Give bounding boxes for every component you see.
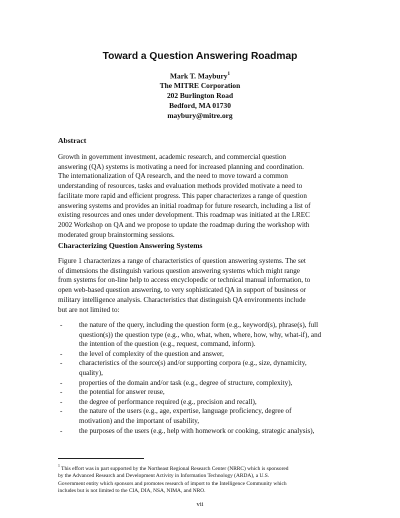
section-line: from systems for on-line help to access encyclopedic or technical manual information, to [58, 276, 311, 285]
list-item [58, 321, 348, 350]
author-street: 202 Burlington Road [166, 91, 234, 101]
abstract-line: moderated group brainstorming sessions. [58, 230, 175, 239]
list-item [58, 407, 348, 426]
list-item-line: motivation) and the important of usability, [79, 416, 200, 425]
paper-title: Toward a Question Answering Roadmap [102, 51, 298, 62]
list-item-line: the nature of the query, including the question form (e.g., keyword(s), phrase(s), full [79, 321, 319, 329]
list-dash: - [60, 378, 63, 387]
list-item [58, 427, 348, 437]
section-line: of dimensions the distinguish various question answering systems which might range [58, 266, 300, 275]
abstract-line: 2002 Workshop on QA and we propose to update the roadmap during the workshop with [58, 220, 310, 229]
abstract-line: facilitate more rapid and efficient progress. This paper characterizes a range of question [58, 191, 307, 200]
footnote-line: Government entity which sponsors and promotes research of import to the Intelligence Community which [58, 480, 287, 487]
author-footnote-mark: 1 [227, 72, 230, 77]
list-item [58, 379, 348, 389]
author-name: Mark T. Maybury [170, 71, 228, 81]
abstract-line: Growth in government investment, academic research, and commercial question [58, 153, 287, 161]
list-dash: - [60, 388, 63, 397]
abstract-heading: Abstract [58, 136, 87, 145]
list-dash: - [60, 407, 63, 416]
list-dash: - [60, 321, 63, 329]
list-item-line: quality), [79, 368, 103, 377]
list-dash: - [60, 359, 63, 368]
section-line: Figure 1 characterizes a range of characteristics of question answering systems. The set [58, 257, 306, 265]
abstract-line: answering (QA) systems is motivating a need for increased planning and coordination. [58, 162, 304, 171]
list-item [58, 350, 348, 360]
list-item-line: the nature of the users (e.g., age, expertise, language proficiency, degree of [79, 407, 292, 416]
section-line: but are not limited to: [58, 305, 120, 314]
footnote-line [58, 463, 348, 473]
list-dash: - [60, 397, 63, 406]
footnote-line: includes but is not limited to the CIA, DIA, NSA, NIMA, and NRO. [58, 488, 206, 495]
list-item-line: question(s)) the question type (e.g., who, what, when, where, how, why, what-if), and [79, 330, 322, 339]
section-heading: Characterizing Question Answering Systems [58, 241, 203, 250]
footnote-mark: 1 [58, 464, 60, 468]
abstract-line: existing resources and ones under development. This roadmap was initiated at the LREC [58, 211, 310, 220]
abstract-line: answering systems and provides an initial roadmap for future research, including a list of [58, 201, 311, 210]
list-dash: - [60, 349, 63, 358]
list-item-line: the degree of performance required (e.g., precision and recall), [79, 397, 257, 406]
footnote-line: by the Advanced Research and Development Activity in Information Technology (ARDA), a U.S. [58, 473, 270, 480]
list-item-line: the intention of the question (e.g., request, command, inform). [79, 340, 256, 349]
footnote-line-text: This effort was in part supported by the Northeast Regional Research Center (NRRC) which is sponsored [59, 465, 289, 472]
list-item [58, 359, 348, 378]
section-line: open web-based question answering, to very sophisticated QA in support of business or [58, 286, 307, 295]
section-line: military intelligence analysis. Characteristics that distinguish QA environments include [58, 295, 306, 304]
list-item [58, 398, 348, 408]
abstract-body [58, 153, 344, 240]
footnote [58, 463, 348, 495]
list-item-line: characteristics of the source(s) and/or supporting corpora (e.g., size, dynamicity, [79, 359, 307, 368]
author-email: maybury@mitre.org [167, 110, 233, 120]
abstract-line: understanding of resources, tasks and evaluation methods provided motivate a need to [58, 182, 303, 191]
author-name-line [0, 70, 400, 81]
page-number: vii [196, 501, 204, 508]
author-block [0, 70, 400, 120]
author-org: The MITRE Corporation [159, 81, 241, 91]
section-body [58, 257, 344, 315]
list-item [58, 388, 348, 398]
characteristics-list [58, 321, 348, 436]
list-dash: - [60, 426, 63, 435]
abstract-line: The internationalization of QA research, and the need to move toward a common [58, 172, 288, 181]
list-item-line: properties of the domain and/or task (e.g., degree of structure, complexity), [79, 378, 293, 387]
list-item-line: the level of complexity of the question and answer, [79, 349, 224, 358]
list-item-line: the purposes of the users (e.g., help with homework or cooking, strategic analysis), [79, 426, 315, 435]
author-city: Bedford, MA 01730 [169, 100, 231, 110]
footnote-divider [58, 458, 144, 459]
list-item-line: the potential for answer reuse, [79, 388, 165, 397]
